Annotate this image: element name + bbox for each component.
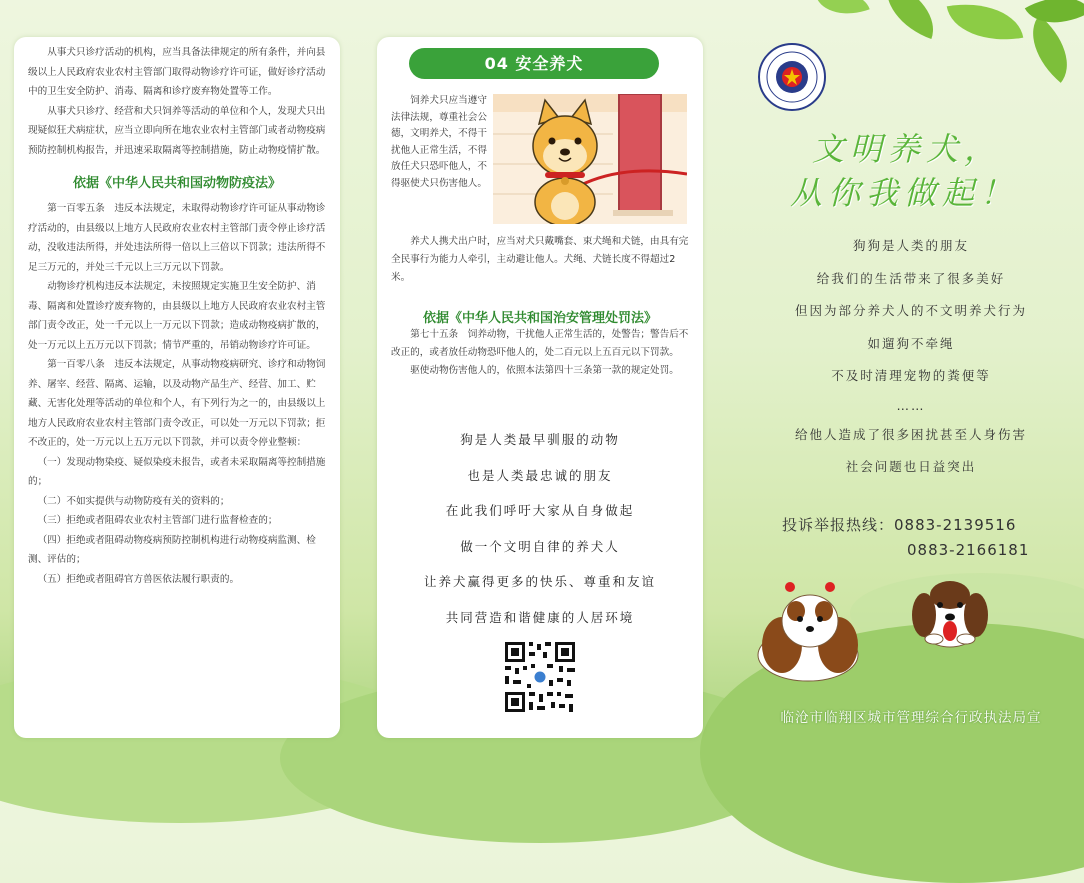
slogan-line: 共同营造和谐健康的人居环境 — [445, 609, 635, 625]
list-item: （二）不如实提供与动物防疫有关的资料的； — [37, 495, 230, 507]
slogan-line: 也是人类最忠诚的朋友 — [467, 467, 613, 483]
paragraph: 从事犬只诊疗活动的机构，应当具备法律规定的所有条件，并向县级以上人民政府农业农村主管部门取得动物诊疗许可证，做好诊疗活动中的卫生安全防护、消毒、隔离和诊疗废弃物处置等工作。 — [28, 47, 326, 97]
message-line: 如遛狗不牵绳 — [867, 335, 955, 351]
left-panel — [14, 37, 340, 738]
message-line: …… — [896, 397, 926, 413]
message-list — [738, 230, 1084, 484]
intro-text — [391, 93, 487, 192]
slogan-line: 做一个文明自律的养犬人 — [460, 538, 620, 554]
article-105-b: 动物诊疗机构违反本法规定，未按照规定实施卫生安全防护、消毒、隔离和处置诊疗废弃物的，由县级以上地方人民政府农业农村主管部门责令改正，处一千元以上一万元以下罚款；造成动物疫病扩散的，处一万元以上五万元以下罚款；情节严重的，吊销动物诊疗许可证。 — [28, 281, 326, 351]
article-105: 第一百零五条 违反本法规定，未取得动物诊疗许可证从事动物诊疗活动的，由县级以上地方人民政府农业农村主管部门责令停止诊疗活动，没收违法所得，并处违法所得一倍以上三倍以下罚款；违法所得不足三万元的，并处三千元以上三万元以下罚款。 — [28, 203, 326, 273]
list-item: （三）拒绝或者阻碍农业农村主管部门进行监督检查的； — [37, 515, 278, 526]
message-line: 狗狗是人类的朋友 — [852, 238, 969, 253]
paragraph: 从事犬只诊疗、经营和犬只饲养等活动的单位和个人，发现犬只出现疑似狂犬病症状，应当立即向所在地农业农村主管部门或者动物疫病预防控制机构报告，并迅速采取隔离等控制措施，防止动物疫情扩散。 — [28, 105, 326, 156]
slogan-line: 让养犬赢得更多的快乐、尊重和友谊 — [423, 574, 656, 589]
list-item: （五）拒绝或者阻碍官方兽医依法履行职责的。 — [37, 573, 240, 585]
leaf-decoration — [947, 0, 1024, 50]
article-75-b: 驱使动物伤害他人的，依照本法第四十三条第一款的规定处罚。 — [410, 365, 679, 376]
hotline-number-2: 0883-2166181 — [907, 541, 1030, 559]
paragraph: 养犬人携犬出户时，应当对犬只戴嘴套、束犬绳和犬链，由具有完全民事行为能力人牵引，主动避让他人。犬绳、犬链长度不得超过2米。 — [391, 236, 689, 283]
leash-text — [391, 233, 689, 287]
article-75: 第七十五条 饲养动物，干扰他人正常生活的，处警告；警告后不改正的，或者放任动物恐吓他人的，处二百元以上五百元以下罚款。 — [391, 329, 689, 358]
list-item: （一）发现动物染疫、疑似染疫未报告，或者未采取隔离等控制措施的； — [28, 456, 326, 487]
leaf-decoration — [816, 0, 869, 25]
message-line: 给他人造成了很多困扰甚至人身伤害 — [794, 426, 1027, 442]
footer-organization: 临沧市临翔区城市管理综合行政执法局宣 — [780, 710, 1042, 726]
middle-panel — [377, 37, 703, 738]
leaf-decoration — [1015, 15, 1084, 83]
law-heading: 依据《中华人民共和国动物防疫法》 — [72, 176, 281, 191]
left-content — [28, 43, 326, 589]
slogan-line: 在此我们呼吁大家从自身做起 — [445, 503, 635, 518]
main-title-line1: 文明养犬， — [812, 130, 1003, 168]
message-line: 社会问题也日益突出 — [845, 459, 977, 474]
paragraph: 饲养犬只应当遵守法律法规，尊重社会公德，文明养犬，不得干扰他人正常生活，不得放任犬只恐吓他人，不得驱使犬只伤害他人。 — [391, 95, 487, 189]
dogs-illustration — [738, 565, 1038, 695]
leaf-decoration — [875, 0, 945, 39]
qr-code — [503, 640, 577, 714]
message-line: 给我们的生活带来了很多美好 — [816, 270, 1006, 286]
slogan-line: 狗是人类最早驯服的动物 — [460, 432, 620, 447]
section-title: 04 安全养犬 — [409, 48, 659, 79]
law-heading: 依据《中华人民共和国治安管理处罚法》 — [422, 311, 657, 326]
law-text — [391, 326, 689, 380]
list-item: （四）拒绝或者阻碍动物疫病预防控制机构进行动物疫病监测、检测、评估的； — [28, 534, 316, 565]
main-title-line2: 从你我做起！ — [790, 174, 1019, 212]
slogan-list — [377, 422, 703, 635]
message-line: 但因为部分养犬人的不文明养犬行为 — [794, 303, 1027, 318]
shiba-dog-illustration — [493, 94, 687, 224]
hotline-text: 投诉举报热线：0883-2139516 — [782, 516, 1017, 534]
message-line: 不及时清理宠物的粪便等 — [831, 368, 991, 383]
article-108: 第一百零八条 违反本法规定，从事动物疫病研究、诊疗和动物饲养、屠宰、经营、隔离、运输，以及动物产品生产、经营、加工、贮藏、无害化处理等活动的单位和个人，有下列行为之一的，由县级以上地方人民政府农业农村主管部门责令改正，可以处一万元以下罚款；拒不改正的，处一万元以上五万元以下罚款，并可以责令停业整顿： — [28, 359, 326, 448]
emblem-logo — [758, 43, 826, 111]
